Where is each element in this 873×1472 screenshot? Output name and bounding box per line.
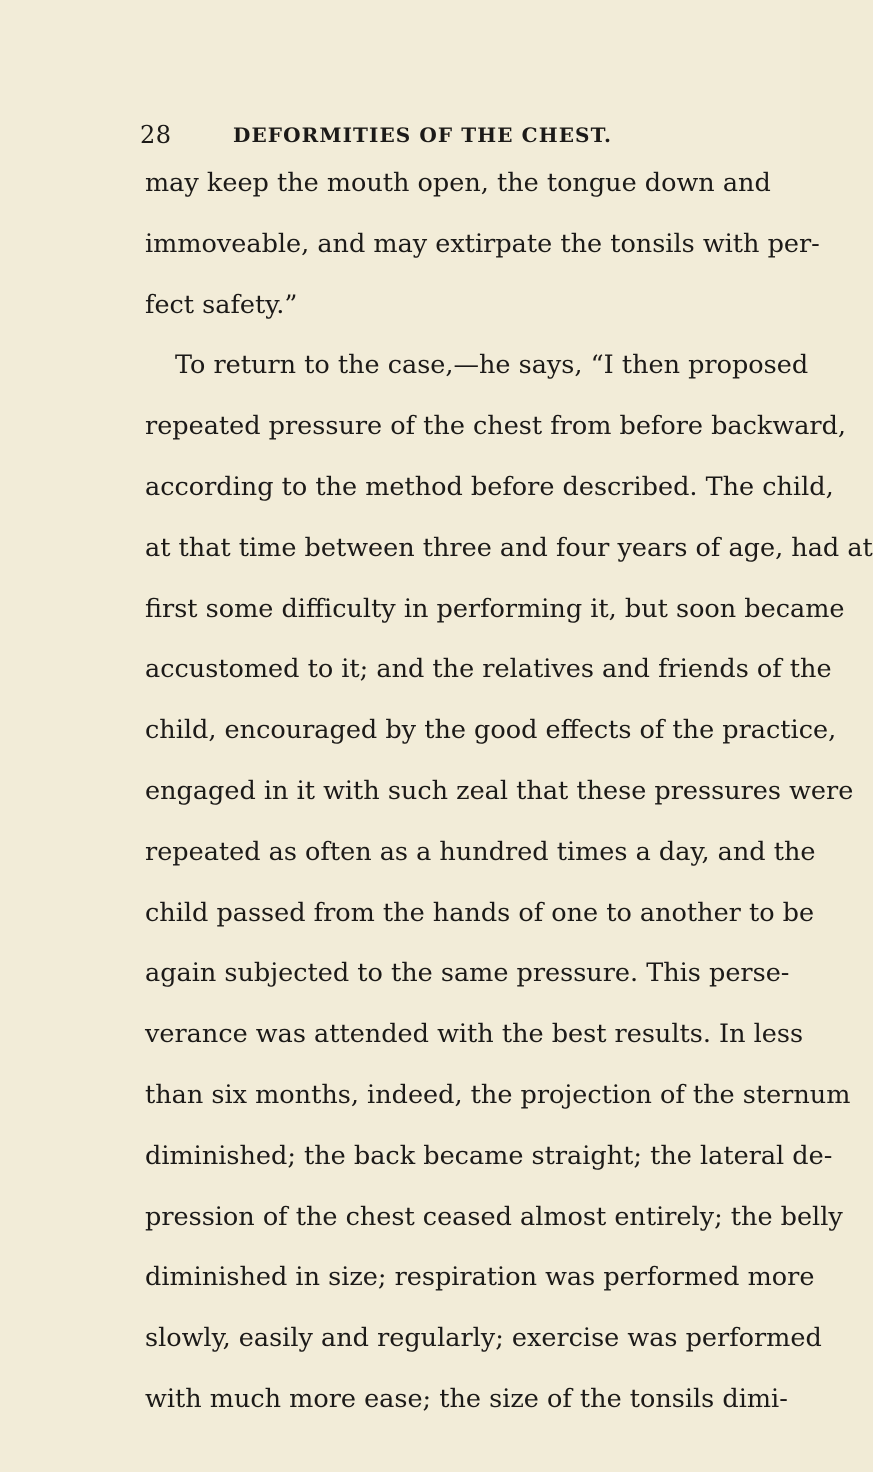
text-line-13: child passed from the hands of one to another to be xyxy=(145,897,815,928)
text-line-7: at that time between three and four years of age, had at xyxy=(145,532,873,563)
text-line-8: first some difficulty in performing it, but soon became xyxy=(145,593,845,624)
text-line-10: child, encouraged by the good effects of the practice, xyxy=(145,715,837,746)
text-line-11: engaged in it with such zeal that these pressures were xyxy=(145,775,854,806)
text-line-2: immoveable, and may extirpate the tonsils with per- xyxy=(145,228,820,259)
text-line-6: according to the method before described. The child, xyxy=(145,471,834,502)
body-text xyxy=(145,153,873,1430)
text-line-5: repeated pressure of the chest from before backward, xyxy=(145,411,847,442)
text-line-12: repeated as often as a hundred times a day, and the xyxy=(145,836,816,867)
text-line-3: fect safety.” xyxy=(145,289,298,320)
text-line-17: diminished; the back became straight; the lateral de- xyxy=(145,1140,833,1171)
text-line-9: accustomed to it; and the relatives and friends of the xyxy=(145,654,832,685)
text-line-21: with much more ease; the size of the tonsils dimi- xyxy=(145,1383,788,1414)
running-head: DEFORMITIES OF THE CHEST. xyxy=(233,123,613,147)
text-line-18: pression of the chest ceased almost entirely; the belly xyxy=(145,1201,843,1232)
text-line-14: again subjected to the same pressure. This perse- xyxy=(145,958,790,989)
page-number: 28 xyxy=(140,121,172,149)
text-line-16: than six months, indeed, the projection of the sternum xyxy=(145,1079,851,1110)
page-header xyxy=(140,118,740,152)
text-line-19: diminished in size; respiration was performed more xyxy=(145,1262,815,1293)
text-line-15: verance was attended with the best results. In less xyxy=(145,1019,804,1050)
text-line-20: slowly, easily and regularly; exercise was performed xyxy=(145,1323,822,1354)
text-line-1: may keep the mouth open, the tongue down and xyxy=(145,168,771,198)
text-line-4: To return to the case,—he says, “I then proposed xyxy=(175,350,809,381)
